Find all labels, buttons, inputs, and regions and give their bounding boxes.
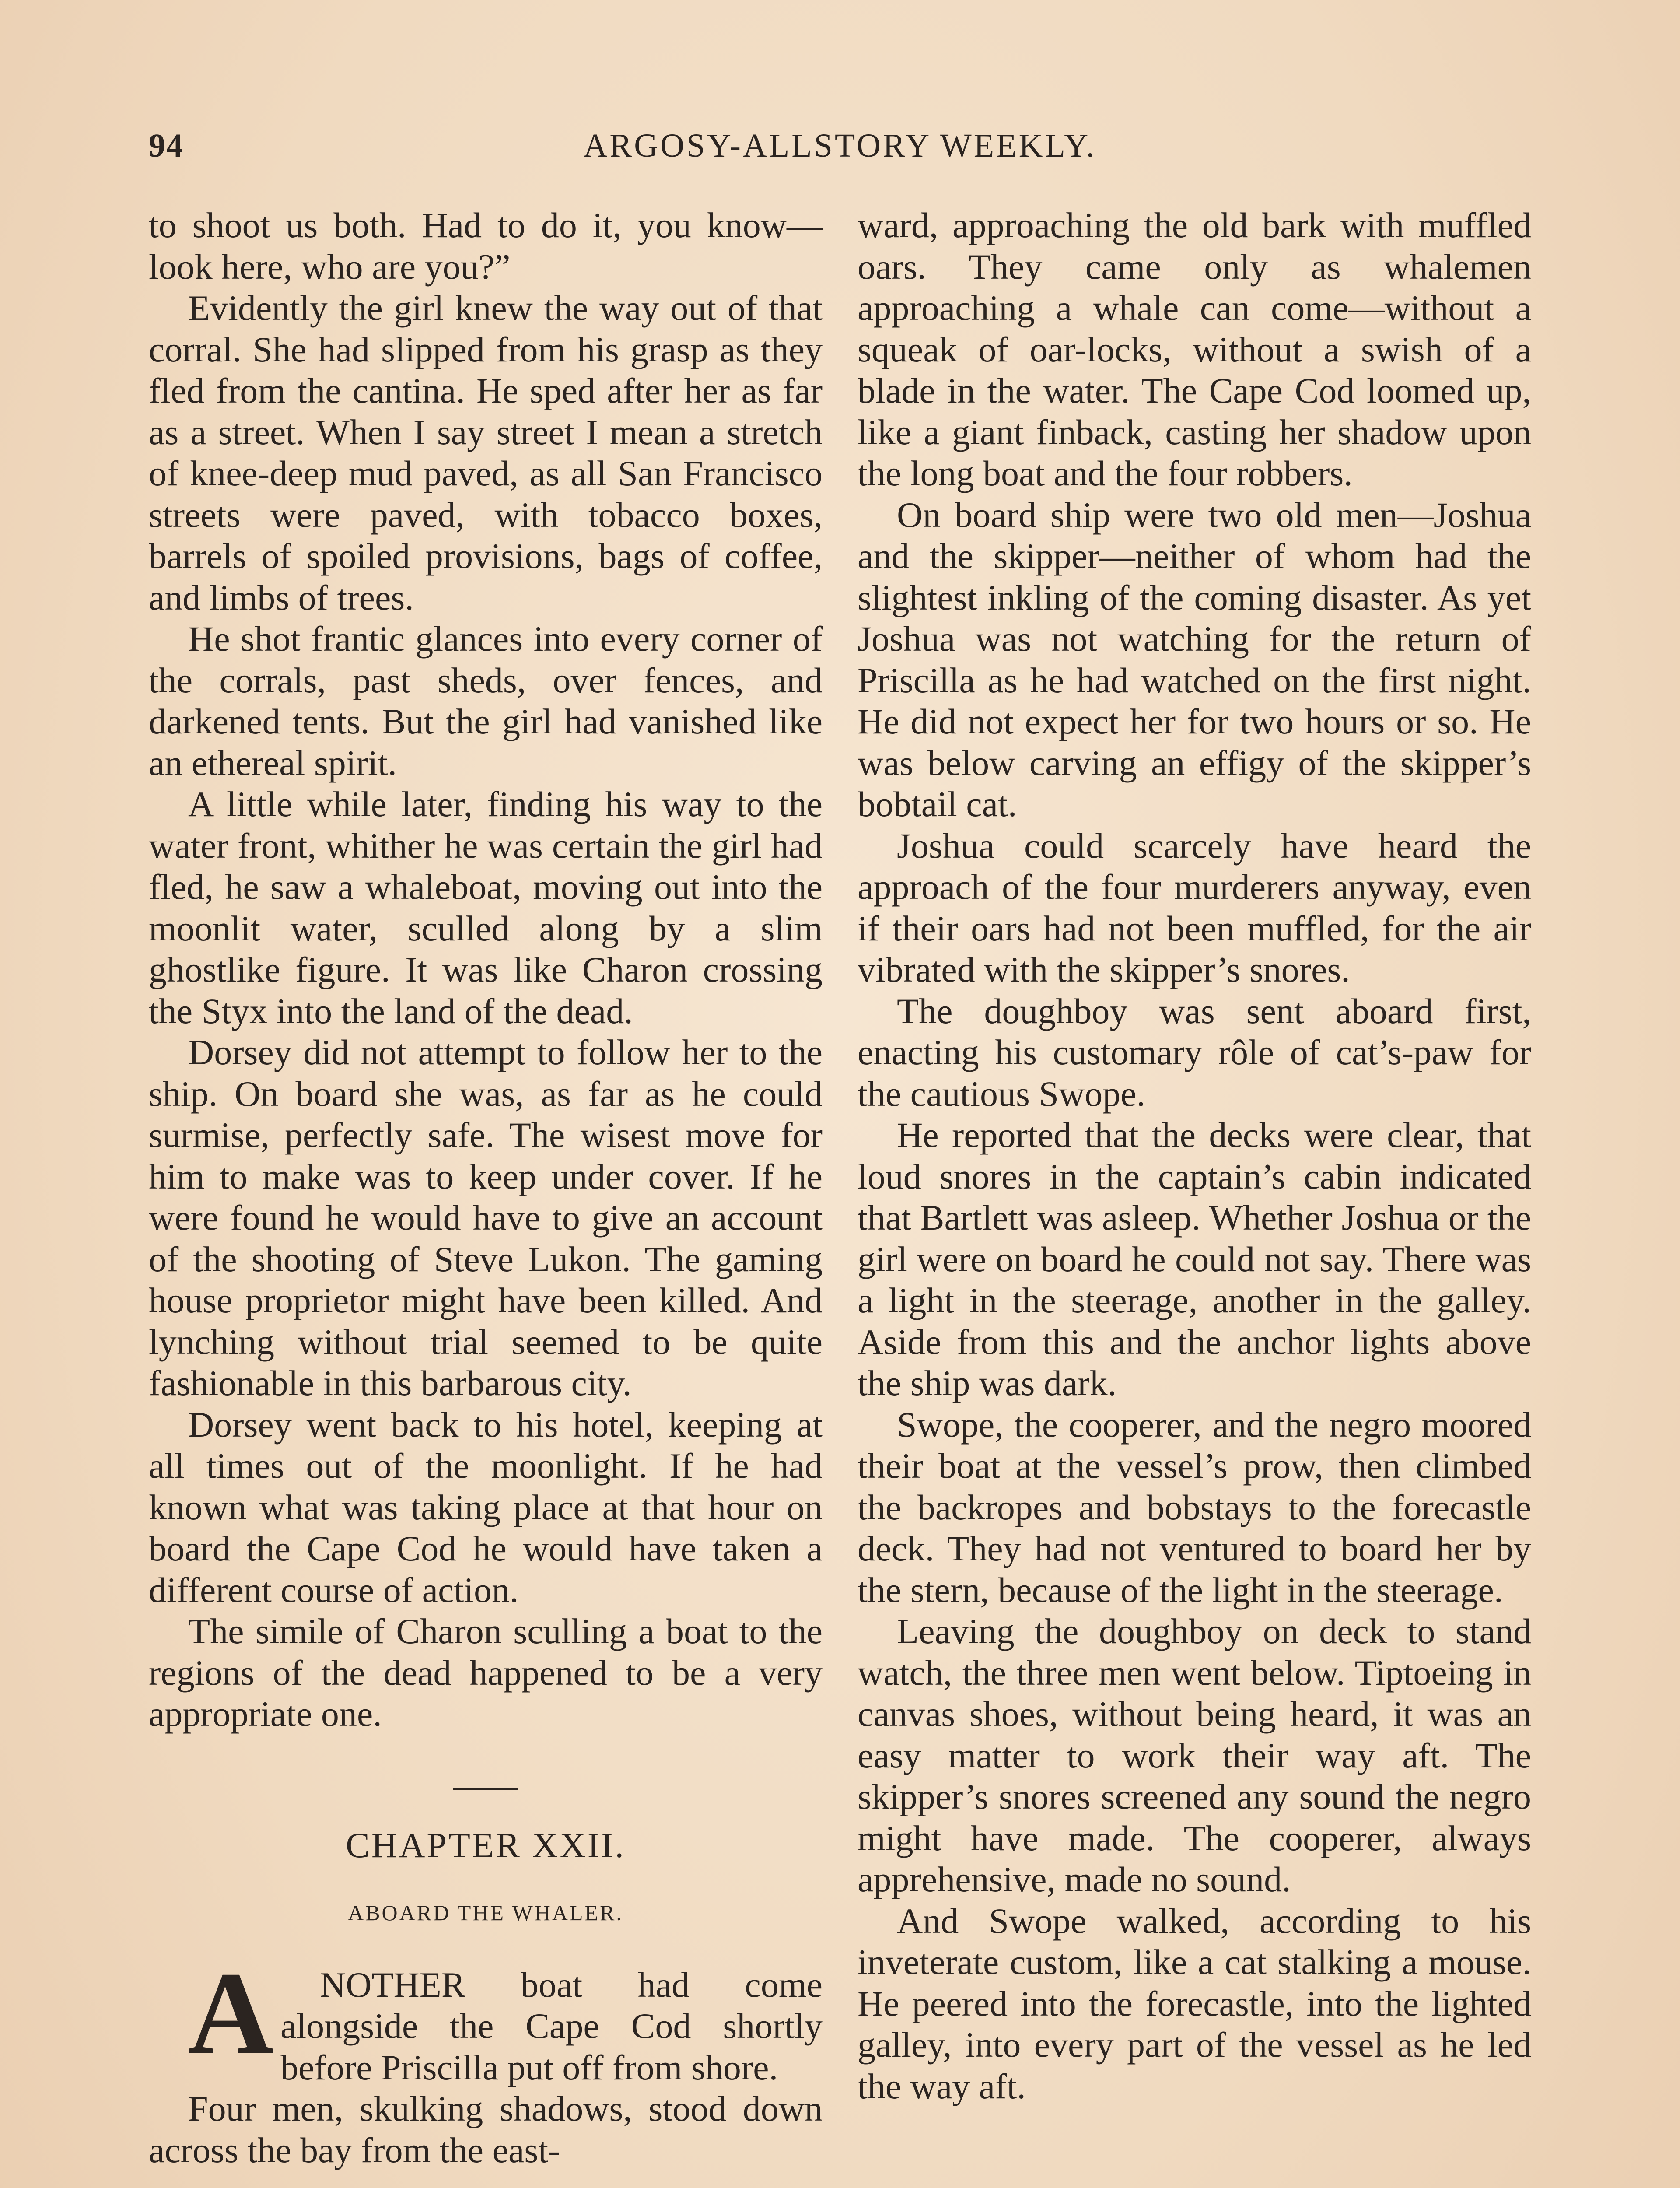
paragraph: He shot frantic glances into every corner of the corrals, past sheds, over fences, and darkened tents. But the girl had vanished like an ethereal spirit. bbox=[149, 619, 822, 783]
page-header bbox=[149, 127, 1531, 179]
chapter-subtitle: ABOARD THE WHALER. bbox=[348, 1900, 623, 1925]
running-title: ARGOSY-ALLSTORY WEEKLY. bbox=[583, 127, 1097, 164]
right-column bbox=[858, 205, 1531, 2107]
drop-cap-paragraph bbox=[149, 1947, 822, 2089]
section-divider bbox=[453, 1788, 518, 1790]
paragraph: Dorsey did not attempt to follow her to the ship. On board she was, as far as he could surmise, perfectly safe. The wisest move for him to make was to keep under cover. If he were found he would have to give an account of the shooting of Steve Lukon. The gaming house proprietor might have been killed. And lynching without trial seemed to be quite fashionable in this barbarous city. bbox=[149, 1032, 822, 1403]
paragraph: to shoot us both. Had to do it, you know—look here, who are you?” bbox=[149, 205, 822, 287]
paragraph: Leaving the doughboy on deck to stand watch, the three men went below. Tiptoeing in canvas shoes, without being heard, it was an easy matter to work their way aft. The skipper’s snores screened any sound the negro might have made. The cooperer, always apprehensive, made no sound. bbox=[858, 1611, 1531, 1899]
paragraph: He reported that the decks were clear, that loud snores in the captain’s cabin indicated that Bartlett was asleep. Whether Joshua or the girl were on board he could not say. There was a light in the steerage, another in the galley. Aside from this and the anchor lights above the ship was dark. bbox=[858, 1115, 1531, 1403]
paragraph: Evidently the girl knew the way out of that corral. She had slipped from his grasp as they fled from the cantina. He sped after her as far as a street. When I say street I mean a stretch of knee-deep mud paved, as all San Francisco streets were paved, with tobacco boxes, barrels of spoiled provisions, bags of coffee, and limbs of trees. bbox=[149, 288, 822, 617]
paragraph: Dorsey went back to his hotel, keeping at all times out of the moonlight. If he had known what was taking place at that hour on board the Cape Cod he would have taken a different course of action. bbox=[149, 1404, 822, 1610]
page-number: 94 bbox=[149, 127, 184, 164]
left-column bbox=[149, 205, 822, 2171]
paragraph: On board ship were two old men—Joshua and the skipper—neither of whom had the slightest inkling of the coming disaster. As yet Joshua was not watching for the return of Priscilla as he had watched on the first night. He did not expect her for two hours or so. He was below carving an effigy of the skipper’s bobtail cat. bbox=[858, 494, 1531, 824]
paragraph: Four men, skulking shadows, stood down across the bay from the east- bbox=[149, 2089, 822, 2170]
drop-cap-paragraph-text: NOTHER boat had come alongside the Cape Cod shortly before Priscilla put off from shore. bbox=[280, 1964, 822, 2087]
paragraph: The simile of Charon sculling a boat to the regions of the dead happened to be a very appropriate one. bbox=[149, 1611, 822, 1734]
drop-cap: A bbox=[188, 1947, 273, 2079]
chapter-heading: CHAPTER XXII. bbox=[346, 1825, 626, 1865]
paragraph: The doughboy was sent aboard first, enacting his customary rôle of cat’s-paw for the cautious Swope. bbox=[858, 991, 1531, 1114]
paragraph: Joshua could scarcely have heard the approach of the four murderers anyway, even if their oars had not been muffled, for the air vibrated with the skipper’s snores. bbox=[858, 825, 1531, 989]
paragraph: A little while later, finding his way to the water front, whither he was certain the girl had fled, he saw a whaleboat, moving out into the moonlit water, sculled along by a slim ghostlike figure. It was like Charon crossing the Styx into the land of the dead. bbox=[149, 784, 822, 1031]
paragraph: Swope, the cooperer, and the negro moored their boat at the vessel’s prow, then climbed the backropes and bobstays to the forecastle deck. They had not ventured to board her by the stern, because of the light in the steerage. bbox=[858, 1404, 1531, 1610]
paragraph: And Swope walked, according to his inveterate custom, like a cat stalking a mouse. He peered into the forecastle, into the lighted galley, into every part of the vessel as he led the way aft. bbox=[858, 1900, 1531, 2106]
paragraph: ward, approaching the old bark with muffled oars. They came only as whalemen approaching a whale can come—without a squeak of oar-locks, without a swish of a blade in the water. The Cape Cod loomed up, like a giant finback, casting her shadow upon the long boat and the four robbers. bbox=[858, 205, 1531, 493]
